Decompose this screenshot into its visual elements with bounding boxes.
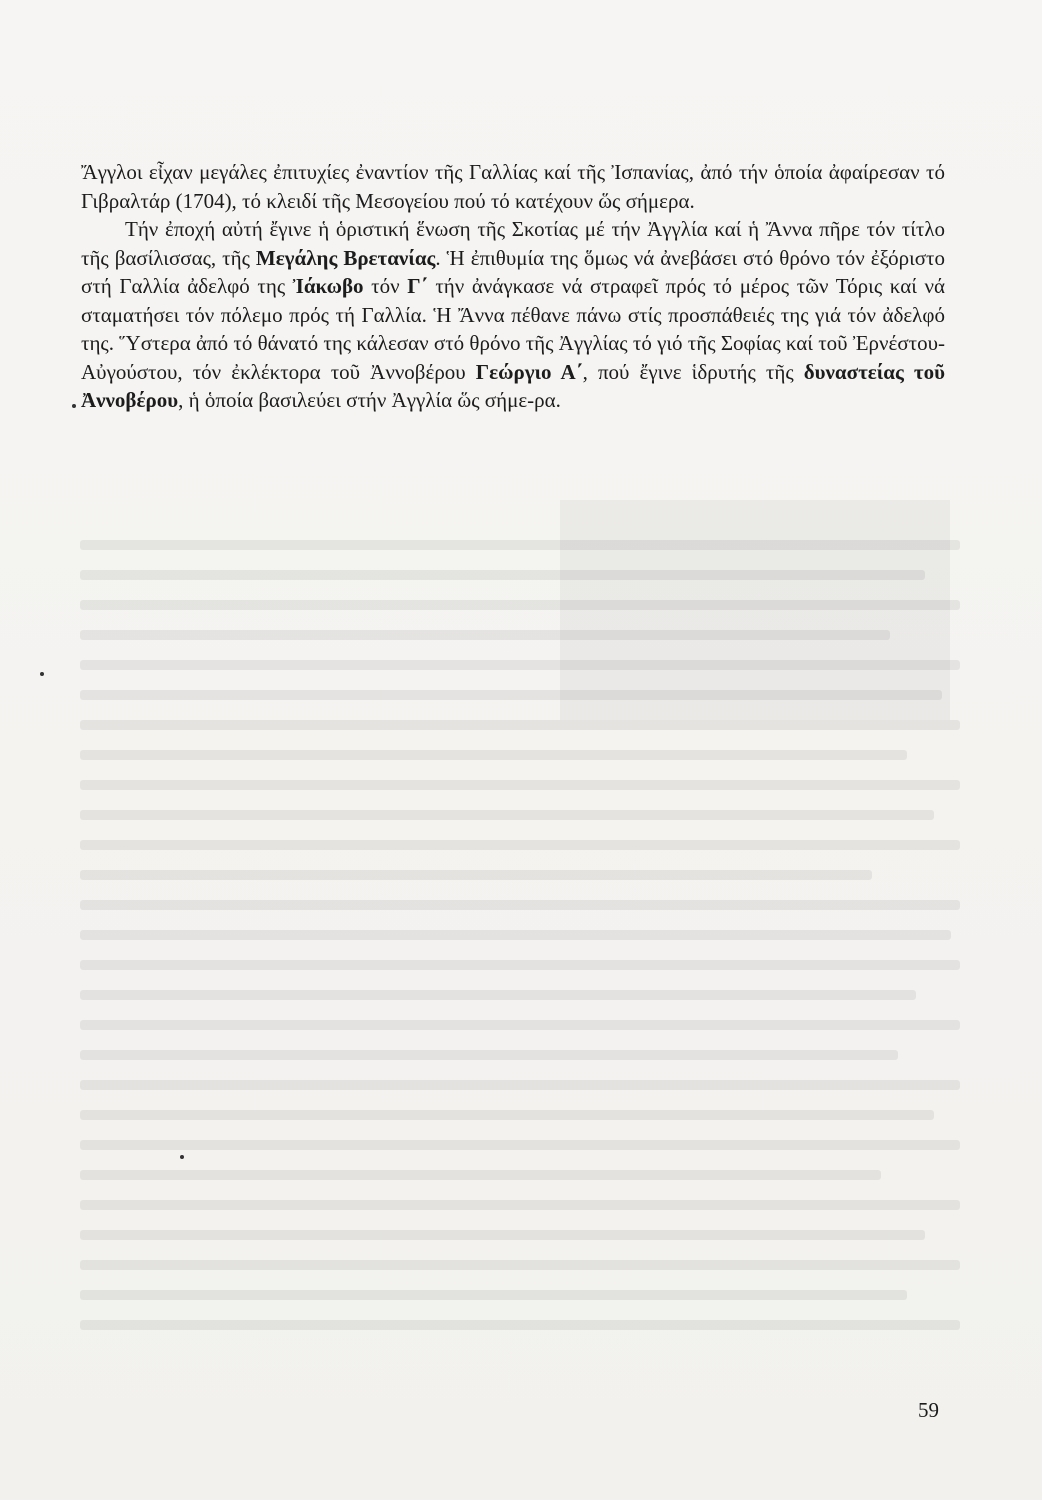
paragraph — [81, 158, 945, 215]
bold-term: Γ΄ — [407, 274, 428, 298]
text-run: , ἡ ὁποία βασιλεύει στήν Ἀγγλία ὥς σήμε-ρα. — [178, 388, 561, 412]
body-text — [81, 158, 945, 415]
text-run: , πού ἔγινε ἱδρυτής τῆς — [582, 359, 804, 384]
paragraph — [81, 215, 945, 415]
text-run: . Ἡ ἐπιθυμία της ὅμως νά ἀνεβάσει στό θρόνο τόν ἐξόριστο στή Γαλλία ἀδελφό της — [81, 245, 945, 298]
show-through-image — [560, 500, 950, 720]
bold-term: δυναστείας τοῦ Ἀννοβέρου — [81, 359, 945, 412]
speck — [180, 1155, 184, 1159]
speck — [72, 404, 76, 408]
speck — [40, 672, 44, 676]
bold-term: Μεγάλης Βρετανίας — [255, 245, 436, 270]
text-run: τόν — [363, 274, 408, 298]
bold-term: Γεώργιο Α΄ — [475, 359, 583, 384]
text-run: Ἄγγλοι εἶχαν μεγάλες ἐπιτυχίες ἐναντίον τῆς Γαλλίας καί τῆς Ἰσπανίας, ἀπό τήν ὁποία ἀφαίρεσαν τό Γιβραλτάρ (1704), τό κλειδί τῆς Μεσογείου πού τό κατέχουν ὥς σήμερα. — [81, 160, 945, 213]
text-run: τήν ἀνάγκασε νά στραφεῖ πρός τό μέρος τῶν Τόρις καί νά σταματήσει τόν πόλεμο πρός τή Γαλλία. Ἡ Ἄννα πέθανε πάνω στίς προσπάθειές της γιά τόν ἀδελφό της. Ὕστερα ἀπό τό θάνατό της κάλεσαν στό θρόνο τῆς Ἀγγλίας τό γιό τῆς Σοφίας καί τοῦ Ἐρνέστου-Αὐγούστου, τόν ἐκλέκτορα τοῦ Ἀννοβέρου — [81, 274, 946, 384]
text-run: Τήν ἐποχή αὐτή ἔγινε ἡ ὁριστική ἕνωση τῆς Σκοτίας μέ τήν Ἀγγλία καί ἡ Ἄννα πῆρε τόν τίτλο τῆς βασίλισσας, τῆς — [81, 217, 945, 270]
page-number: 59 — [918, 1398, 939, 1422]
bold-term: Ἰάκωβο — [292, 274, 364, 298]
